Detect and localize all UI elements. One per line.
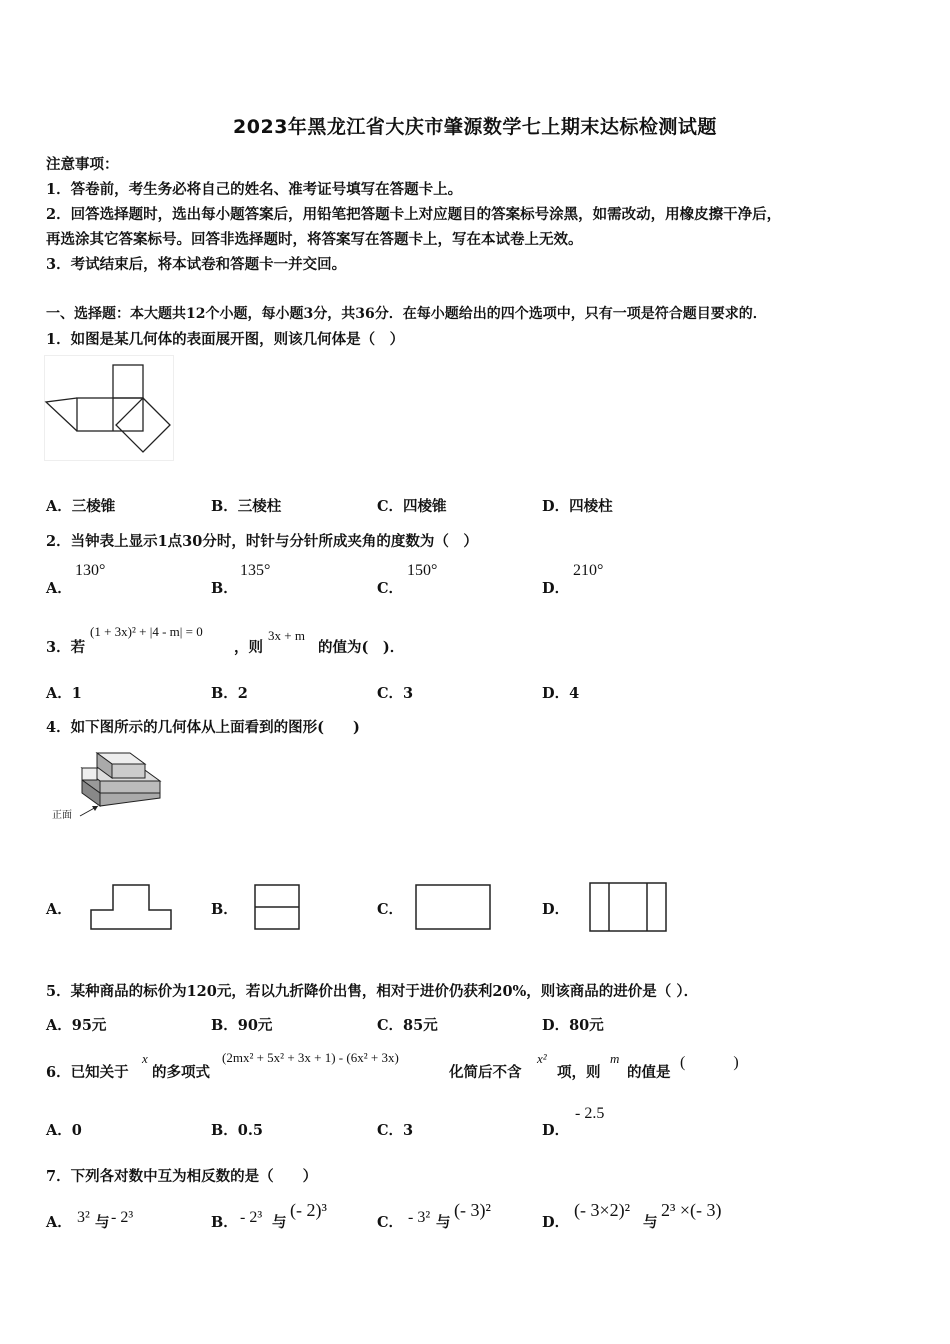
q3-option-c: C．3 [377, 685, 414, 702]
q3-option-b: B．2 [211, 685, 248, 702]
q4-shape-a [88, 882, 174, 932]
q6-option-a: A．0 [46, 1122, 82, 1139]
q5-option-c: C．85元 [377, 1017, 438, 1034]
q6-post: 的值是 [627, 1064, 671, 1081]
question-5-stem: 5．某种商品的标价为120元，若以九折降价出售，相对于进价仍获利20%，则该商品的进价是（ ）． [46, 983, 699, 1000]
q4-shape-c [413, 882, 493, 932]
question-1-stem: 1．如图是某几何体的表面展开图，则该几何体是（ ） [46, 331, 405, 348]
q2-letter-b: B． [211, 580, 238, 597]
q6-option-d: D． [542, 1122, 570, 1139]
q4-shape-b [252, 882, 302, 932]
q6-pre: 6．已知关于 [46, 1064, 129, 1081]
q3-mid: ，则 [234, 639, 263, 656]
q1-option-d: D．四棱柱 [542, 498, 613, 515]
q7-c-left: - 3² [408, 1209, 431, 1226]
q6-option-b: B．0.5 [211, 1122, 263, 1139]
q7-a-left: 3² [77, 1209, 90, 1226]
q1-option-b: B．三棱柱 [211, 498, 282, 515]
q3-formula: (1 + 3x)² + |4 - m| = 0 [90, 624, 203, 639]
q7-c-right: (- 3)² [454, 1200, 491, 1220]
q3-pre: 3．若 [46, 639, 86, 656]
page-title: 2023年黑龙江省大庆市肇源数学七上期末达标检测试题 [233, 116, 717, 138]
q2-value-c: 150° [407, 562, 438, 579]
q5-option-a: A．95元 [46, 1017, 107, 1034]
q7-b-right: (- 2)³ [290, 1200, 327, 1220]
q3-post: 的值为( )． [318, 639, 405, 656]
q1-option-c: C．四棱锥 [377, 498, 447, 515]
q5-option-b: B．90元 [211, 1017, 273, 1034]
q6-mid1: 的多项式 [152, 1064, 210, 1081]
notice-heading: 注意事项： [46, 156, 119, 173]
q7-a-yu: 与 [95, 1214, 110, 1231]
q6-d-value: - 2.5 [575, 1105, 605, 1122]
q7-letter-b: B． [211, 1214, 238, 1231]
q6-mid3: 项，则 [557, 1064, 601, 1081]
net-figure [44, 355, 174, 461]
q3-option-a: A．1 [46, 685, 82, 702]
notice-item: 再选涂其它答案标号。回答非选择题时，将答案写在答题卡上，写在本试卷上无效。 [46, 231, 583, 248]
q7-d-right: 2³ ×(- 3) [661, 1200, 722, 1220]
q7-letter-d: D． [542, 1214, 570, 1231]
q7-a-right: - 2³ [111, 1209, 134, 1226]
q1-option-a: A．三棱锥 [46, 498, 116, 515]
q6-m: m [610, 1051, 620, 1066]
question-4-stem: 4．如下图所示的几何体从上面看到的图形( ) [46, 719, 360, 736]
front-label: 正面 [52, 810, 72, 821]
q6-paren: ( ) [680, 1054, 739, 1071]
q2-letter-c: C． [377, 580, 404, 597]
q7-b-yu: 与 [272, 1214, 287, 1231]
q6-poly: (2mx² + 5x² + 3x + 1) - (6x² + 3x) [222, 1050, 399, 1065]
q6-mid2: 化简后不含 [449, 1064, 522, 1081]
q5-option-d: D．80元 [542, 1017, 604, 1034]
q6-var: x [142, 1051, 148, 1066]
q7-letter-c: C． [377, 1214, 404, 1231]
q7-b-left: - 2³ [240, 1209, 263, 1226]
notice-item: 2．回答选择题时，选出每小题答案后，用铅笔把答题卡上对应题目的答案标号涂黑，如需改动，用橡皮擦干净后， [46, 206, 782, 223]
q2-value-d: 210° [573, 562, 604, 579]
q4-shape-d [587, 880, 669, 934]
notice-item: 1．答卷前，考生务必将自己的姓名、准考证号填写在答题卡上。 [46, 181, 463, 198]
q6-option-c: C．3 [377, 1122, 414, 1139]
q7-d-left: (- 3×2)² [574, 1200, 631, 1220]
question-7-stem: 7．下列各对数中互为相反数的是（ ） [46, 1168, 318, 1185]
q4-letter-c: C． [377, 901, 404, 918]
q7-c-yu: 与 [436, 1214, 451, 1231]
q4-letter-a: A． [46, 901, 72, 918]
section-heading: 一、选择题：本大题共12个小题，每小题3分，共36分．在每小题给出的四个选项中，只有一项是符合题目要求的． [46, 306, 767, 322]
q6-term: x² [537, 1051, 547, 1066]
q7-d-yu: 与 [643, 1214, 658, 1231]
q2-value-a: 130° [75, 562, 106, 579]
q4-letter-b: B． [211, 901, 238, 918]
q2-value-b: 135° [240, 562, 271, 579]
question-2-stem: 2．当钟表上显示1点30分时，时针与分针所成夹角的度数为（ ） [46, 533, 478, 550]
q4-letter-d: D． [542, 901, 570, 918]
q3-option-d: D．4 [542, 685, 580, 702]
q3-expr: 3x + m [268, 628, 305, 643]
q2-letter-a: A． [46, 580, 72, 597]
q7-letter-a: A． [46, 1214, 72, 1231]
q2-letter-d: D． [542, 580, 570, 597]
notice-item: 3．考试结束后，将本试卷和答题卡一并交回。 [46, 256, 347, 273]
